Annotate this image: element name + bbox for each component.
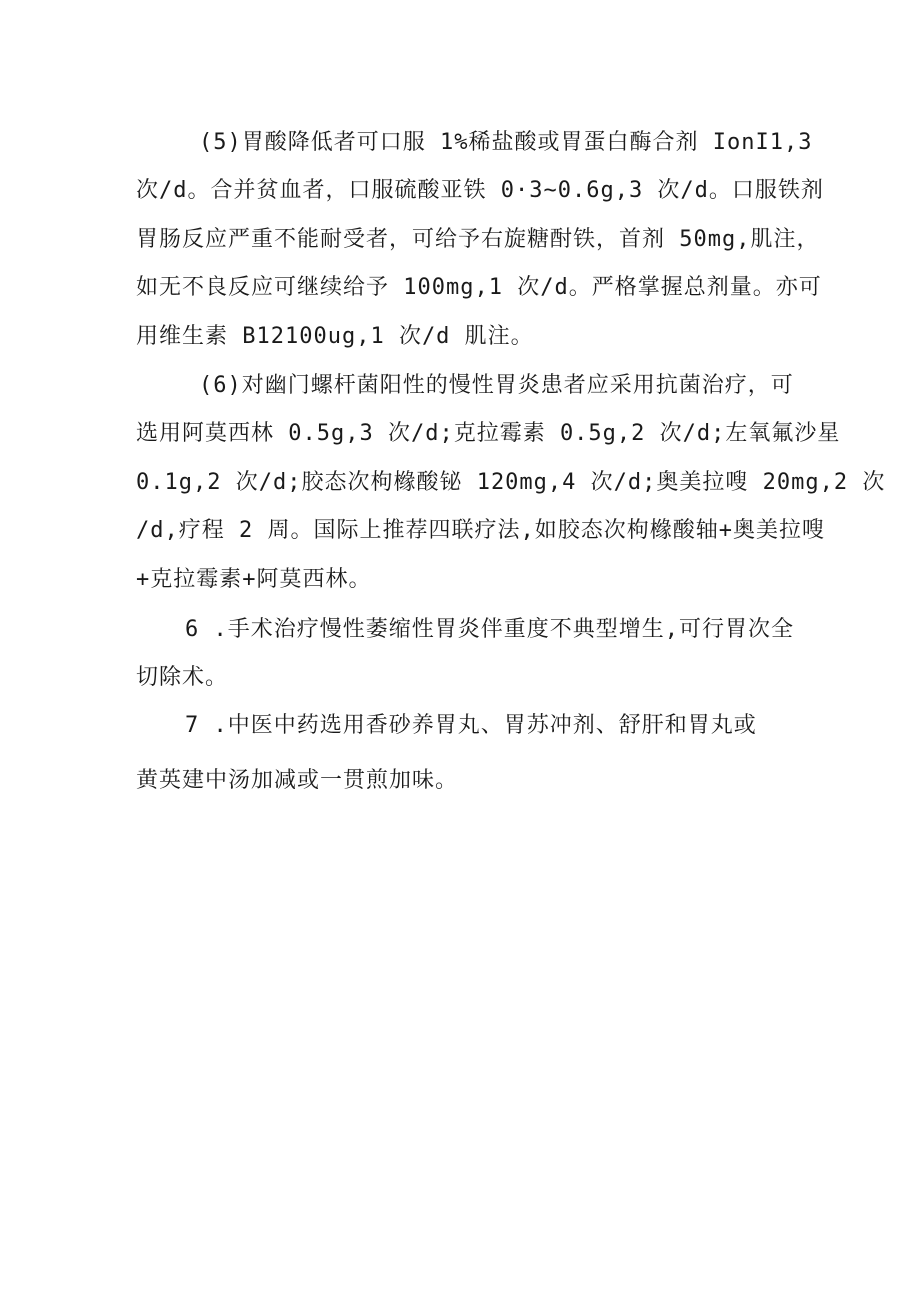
- item-7-line-2: 黄英建中汤加减或一贯煎加味。: [136, 768, 459, 793]
- item-7-line-1: 7 .中医中药选用香砂养胃丸、胃苏冲剂、舒肝和胃丸或: [185, 713, 757, 738]
- paragraph-6-line-3: 0.1g,2 次/d;胶态次枸橼酸铋 120mg,4 次/d;奥美拉嗖 20mg,2 次: [136, 470, 886, 495]
- paragraph-5-line-1: (5)胃酸降低者可口服 1%稀盐酸或胃蛋白酶合剂 IonI1,3: [199, 130, 813, 155]
- item-6-line-1: 6 .手术治疗慢性萎缩性胃炎伴重度不典型增生,可行胃次全: [185, 617, 794, 642]
- paragraph-6-line-4: /d,疗程 2 周。国际上推荐四联疗法,如胶态次枸橼酸轴+奥美拉嗖: [136, 518, 825, 543]
- item-6-line-2: 切除术。: [136, 665, 229, 690]
- paragraph-6-line-2: 选用阿莫西林 0.5g,3 次/d;克拉霉素 0.5g,2 次/d;左氧氟沙星: [136, 421, 841, 446]
- paragraph-6-line-1: (6)对幽门螺杆菌阳性的慢性胃炎患者应采用抗菌治疗，可: [199, 373, 794, 398]
- paragraph-6-line-5: +克拉霉素+阿莫西林。: [136, 567, 372, 592]
- paragraph-5-line-2: 次/d。合并贫血者，口服硫酸亚铁 0·3~0.6g,3 次/d。口服铁剂: [136, 178, 824, 203]
- paragraph-5-line-3: 胃肠反应严重不能耐受者，可给予右旋糖酎铁，首剂 50mg,肌注，: [136, 227, 820, 252]
- paragraph-5-line-5: 用维生素 B12100ug,1 次/d 肌注。: [136, 324, 534, 349]
- paragraph-5-line-4: 如无不良反应可继续给予 100mg,1 次/d。严格掌握总剂量。亦可: [136, 275, 822, 300]
